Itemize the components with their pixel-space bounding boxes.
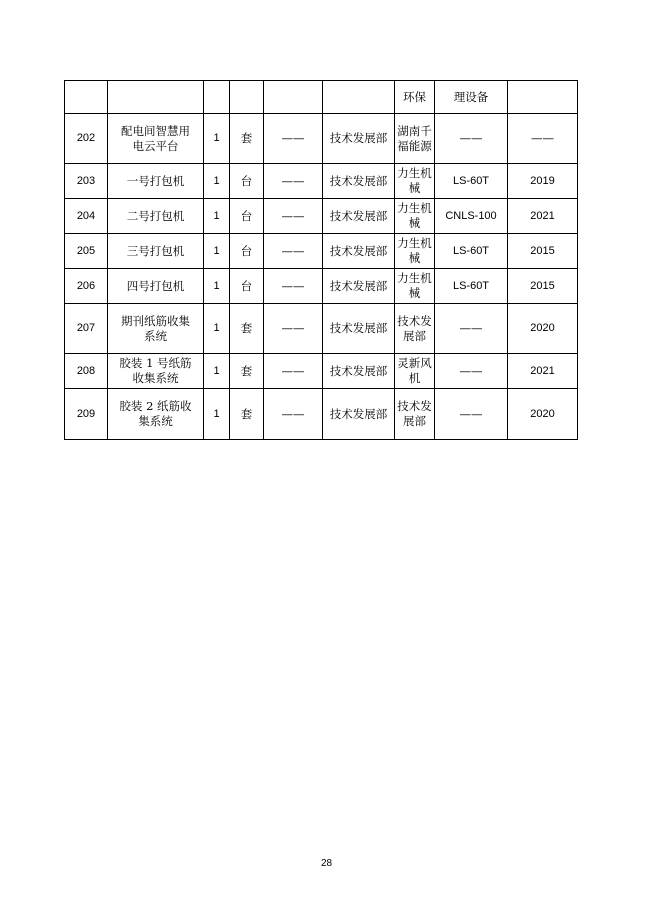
unit: 台 bbox=[230, 269, 264, 304]
equipment-name bbox=[108, 304, 204, 354]
department: 技术发展部 bbox=[323, 389, 395, 440]
table-row bbox=[65, 354, 578, 389]
manufacturer-text: 技术发展部 bbox=[397, 399, 432, 428]
spec-value: —— bbox=[264, 234, 323, 269]
quantity: 1 bbox=[204, 199, 230, 234]
quantity: 1 bbox=[204, 114, 230, 164]
table-row bbox=[65, 389, 578, 440]
spec-value: —— bbox=[264, 304, 323, 354]
unit: 套 bbox=[230, 389, 264, 440]
row-number: 207 bbox=[65, 304, 108, 354]
spec-value: —— bbox=[264, 389, 323, 440]
table-row bbox=[65, 199, 578, 234]
quantity: 1 bbox=[204, 304, 230, 354]
department: 技术发展部 bbox=[323, 234, 395, 269]
equipment-table bbox=[64, 80, 578, 440]
model: CNLS-100 bbox=[435, 199, 508, 234]
department: 技术发展部 bbox=[323, 164, 395, 199]
cell-continuation-7: 环保 bbox=[395, 81, 435, 114]
unit: 台 bbox=[230, 164, 264, 199]
equipment-name-text: 胶装 2 纸筋收集系统 bbox=[119, 399, 192, 428]
equipment-name bbox=[108, 199, 204, 234]
manufacturer-text: 力生机械 bbox=[397, 201, 432, 230]
row-number: 204 bbox=[65, 199, 108, 234]
unit: 套 bbox=[230, 304, 264, 354]
model: —— bbox=[435, 304, 508, 354]
spec-value: —— bbox=[264, 114, 323, 164]
row-number: 205 bbox=[65, 234, 108, 269]
spec-value: —— bbox=[264, 164, 323, 199]
equipment-name bbox=[108, 354, 204, 389]
equipment-name bbox=[108, 269, 204, 304]
table-row bbox=[65, 234, 578, 269]
model: LS-60T bbox=[435, 269, 508, 304]
cell-continuation-9 bbox=[508, 81, 578, 114]
year: 2021 bbox=[508, 354, 578, 389]
quantity: 1 bbox=[204, 389, 230, 440]
equipment-name bbox=[108, 164, 204, 199]
table-row bbox=[65, 114, 578, 164]
quantity: 1 bbox=[204, 164, 230, 199]
year: 2020 bbox=[508, 389, 578, 440]
manufacturer bbox=[395, 269, 435, 304]
spec-value: —— bbox=[264, 199, 323, 234]
unit: 台 bbox=[230, 199, 264, 234]
manufacturer bbox=[395, 389, 435, 440]
equipment-name bbox=[108, 389, 204, 440]
equipment-name-text: 一号打包机 bbox=[126, 173, 185, 188]
manufacturer bbox=[395, 164, 435, 199]
cell-continuation-4 bbox=[230, 81, 264, 114]
year: 2019 bbox=[508, 164, 578, 199]
equipment-name-text: 胶装 1 号纸筋收集系统 bbox=[119, 356, 192, 385]
model: —— bbox=[435, 114, 508, 164]
equipment-name-text: 二号打包机 bbox=[126, 208, 185, 223]
manufacturer bbox=[395, 234, 435, 269]
table-row bbox=[65, 164, 578, 199]
cell-continuation-3 bbox=[204, 81, 230, 114]
model: —— bbox=[435, 389, 508, 440]
manufacturer-text: 力生机械 bbox=[397, 271, 432, 300]
manufacturer-text: 力生机械 bbox=[397, 236, 432, 265]
equipment-name bbox=[108, 234, 204, 269]
manufacturer-text: 湖南千福能源 bbox=[397, 123, 432, 153]
table-row bbox=[65, 269, 578, 304]
table-row-continuation bbox=[65, 81, 578, 114]
row-number: 206 bbox=[65, 269, 108, 304]
manufacturer bbox=[395, 114, 435, 164]
manufacturer-text: 力生机械 bbox=[397, 166, 432, 195]
equipment-name-text: 四号打包机 bbox=[126, 278, 185, 293]
department: 技术发展部 bbox=[323, 114, 395, 164]
row-number: 202 bbox=[65, 114, 108, 164]
quantity: 1 bbox=[204, 269, 230, 304]
department: 技术发展部 bbox=[323, 354, 395, 389]
equipment-name bbox=[108, 114, 204, 164]
manufacturer bbox=[395, 199, 435, 234]
quantity: 1 bbox=[204, 354, 230, 389]
model: —— bbox=[435, 354, 508, 389]
unit: 台 bbox=[230, 234, 264, 269]
year: —— bbox=[508, 114, 578, 164]
table-row bbox=[65, 304, 578, 354]
manufacturer-text: 技术发展部 bbox=[397, 313, 432, 343]
year: 2020 bbox=[508, 304, 578, 354]
department: 技术发展部 bbox=[323, 199, 395, 234]
cell-continuation-2 bbox=[108, 81, 204, 114]
row-number: 209 bbox=[65, 389, 108, 440]
spec-value: —— bbox=[264, 269, 323, 304]
unit: 套 bbox=[230, 114, 264, 164]
model: LS-60T bbox=[435, 234, 508, 269]
manufacturer bbox=[395, 354, 435, 389]
manufacturer bbox=[395, 304, 435, 354]
equipment-name-text: 配电间智慧用电云平台 bbox=[121, 123, 190, 153]
cell-continuation-5 bbox=[264, 81, 323, 114]
year: 2015 bbox=[508, 269, 578, 304]
model: LS-60T bbox=[435, 164, 508, 199]
unit: 套 bbox=[230, 354, 264, 389]
department: 技术发展部 bbox=[323, 304, 395, 354]
cell-continuation-8: 理设备 bbox=[435, 81, 508, 114]
equipment-name-text: 期刊纸筋收集系统 bbox=[121, 313, 190, 343]
equipment-name-text: 三号打包机 bbox=[126, 243, 185, 258]
year: 2021 bbox=[508, 199, 578, 234]
row-number: 203 bbox=[65, 164, 108, 199]
department: 技术发展部 bbox=[323, 269, 395, 304]
page-number: 28 bbox=[320, 858, 333, 869]
manufacturer-text: 灵新风机 bbox=[397, 356, 432, 385]
cell-continuation-1 bbox=[65, 81, 108, 114]
row-number: 208 bbox=[65, 354, 108, 389]
year: 2015 bbox=[508, 234, 578, 269]
spec-value: —— bbox=[264, 354, 323, 389]
quantity: 1 bbox=[204, 234, 230, 269]
cell-continuation-6 bbox=[323, 81, 395, 114]
